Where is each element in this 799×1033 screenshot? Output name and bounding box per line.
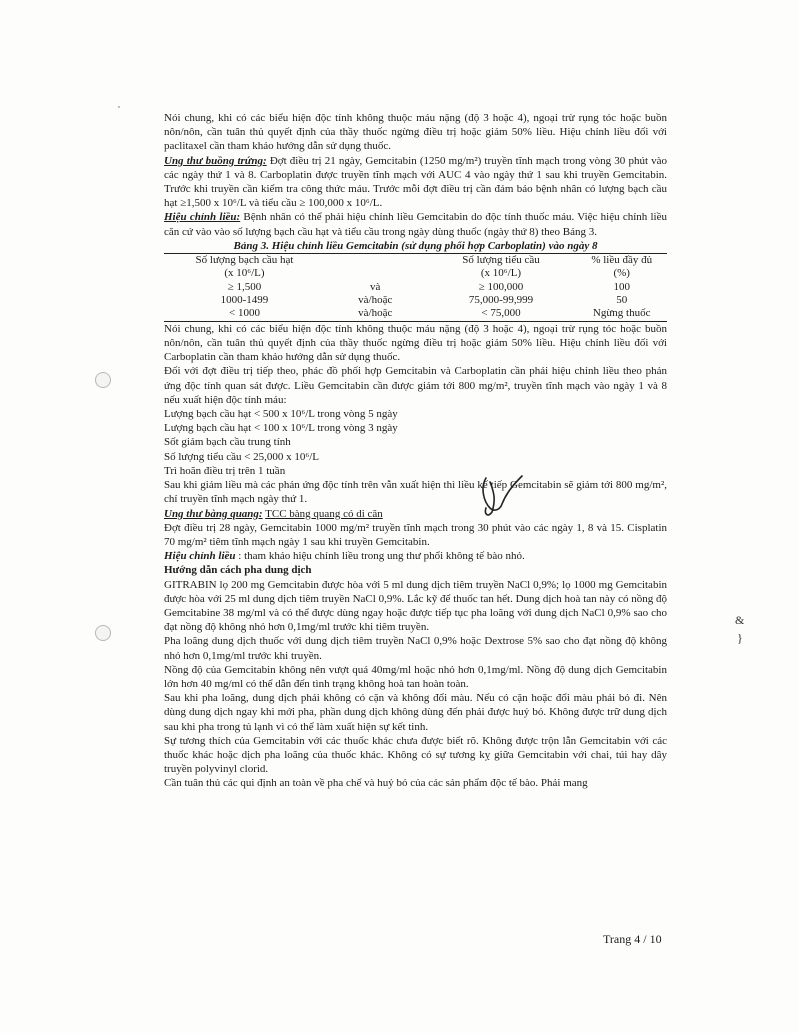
- unit-granulocytes: (x 10⁶/L): [224, 267, 265, 280]
- table-cell: 50: [616, 294, 628, 307]
- dose-adjust2-text: : tham khảo hiệu chỉnh liều trong ung thư phổi không tế bào nhỏ.: [238, 550, 525, 563]
- table-cell: ≥ 1,500: [227, 280, 262, 293]
- table-row: [164, 281, 667, 294]
- table-caption: Bảng 3. Hiệu chỉnh liều Gemcitabin (sử dụng phối hợp Carboplatin) vào ngày 8: [233, 239, 598, 252]
- criteria-item: Trì hoãn điều trị trên 1 tuần: [164, 464, 286, 477]
- ovarian-cancer-heading: Ung thư buồng trứng:: [164, 154, 267, 167]
- preparation-paragraph: Sau khi pha loãng, dung dịch phải không có cặn và không đổi màu. Nếu có cặn hoặc đổi màu phải bỏ đi. Nên dùng dung dịch ngay khi mới pha, phần dung dịch không dùng đến phải được huỷ bỏ. Không được trữ dung dịch sau khi pha trong tủ lạnh vì có thể làm xuất hiện sự kết tinh.: [164, 692, 667, 733]
- preparation-paragraph: Cần tuân thủ các qui định an toàn về pha chế và huỷ bỏ của các sản phẩm độc tế bào. Phải mang: [164, 777, 588, 790]
- table-cell: 1000-1499: [220, 294, 269, 307]
- header-platelets: Số lượng tiểu cầu: [426, 253, 577, 267]
- table-cell: 100: [613, 280, 630, 293]
- preparation-paragraph: Pha loãng dung dịch thuốc với dung dịch tiêm truyền NaCl 0,9% hoặc Dextrose 5% sao cho đạt nồng độ không nhỏ hơn 0,1mg/ml trước khi truyền.: [164, 635, 667, 662]
- bladder-cancer-text: Đợt điều trị 28 ngày, Gemcitabin 1000 mg/m² truyền tĩnh mạch trong 30 phút vào các ngày 1, 8 và 15. Cisplatin 70 mg/m² tiêm tĩnh mạch ngày 1 sau khi truyền Gemcitabin.: [164, 521, 667, 548]
- preparation-paragraph: Sự tương thích của Gemcitabin với các thuốc khác chưa được biết rõ. Không được trộn lẫn Gemcitabin với các thuốc khác hoặc dịch pha loãng của thuốc khác. Không có sự tương kỵ giữa Gemcitabin với chai, túi hay dây truyền polyvinyl clorid.: [164, 734, 667, 776]
- table-row: [164, 307, 667, 321]
- paragraph-nonhematologic-toxicity-carboplatin: Nói chung, khi có các biểu hiện độc tính không thuộc máu nặng (độ 3 hoặc 4), ngoại trừ rụng tóc hoặc buồn nôn/nôn, cần tuân thủ quyết định của thầy thuốc ngừng điều trị hoặc giảm 50% liều. Hiệu chỉnh liều đối với Carboplatin cần tham khảo hướng dẫn sử dụng thuốc.: [164, 322, 667, 364]
- punch-hole-lower: [95, 625, 111, 641]
- table-cell: ≥ 100,000: [478, 280, 524, 293]
- bladder-cancer-heading: Ung thư bàng quang:: [164, 507, 263, 520]
- criteria-item: Lượng bạch cầu hạt < 100 x 10⁶/L trong vòng 3 ngày: [164, 422, 398, 435]
- bladder-cancer-heading-line: [164, 507, 667, 521]
- table-cell: và/hoặc: [325, 307, 426, 321]
- unit-blank: [325, 267, 426, 280]
- main-text: [164, 111, 667, 791]
- dose-adjust2-heading: Hiệu chỉnh liều: [164, 550, 236, 563]
- header-blank: [325, 253, 426, 267]
- punch-hole-upper: [95, 372, 111, 388]
- dose-adjust2-section: [164, 549, 667, 563]
- paragraph-subsequent-dose: Sau khi giảm liều mà các phản ứng độc tính trên vẫn xuất hiện thì liều kế tiếp Gemcitabin sẽ giảm tới 800 mg/m², chỉ truyền tĩnh mạch ngày thứ 1.: [164, 479, 667, 506]
- preparation-paragraph: Nồng độ của Gemcitabin không nên vượt quá 40mg/ml hoặc nhỏ hơn 0,1mg/ml. Nồng độ dung dịch Gemcitabin lớn hơn 40 mg/ml có thể dẫn đến tình trạng không hoà tan hoàn toàn.: [164, 663, 667, 690]
- dose-adjust-section: [164, 210, 667, 238]
- paragraph-nonhematologic-toxicity: Nói chung, khi có các biểu hiện độc tính không thuộc máu nặng (độ 3 hoặc 4), ngoại trừ rụng tóc hoặc buồn nôn/nôn, cần tuân thủ quyết định của thầy thuốc ngừng điều trị hoặc giảm 50% liều. Hiệu chỉnh liều đối với paclitaxel cần tham khảo hướng dẫn sử dụng thuốc.: [164, 112, 667, 153]
- page-number: Trang 4 / 10: [603, 932, 662, 946]
- paragraph-next-cycle: Đối với đợt điều trị tiếp theo, phác đồ phối hợp Gemcitabin và Carboplatin cần phải hiệu chỉnh liều theo phản ứng độc tính quan sát được. Liều Gemcitabin cần được giảm tới 800 mg/m², truyền tĩnh mạch vào ngày 1 và 8 nếu xuất hiện độc tính máu:: [164, 365, 667, 406]
- table-cell: và: [370, 280, 381, 293]
- criteria-item: Lượng bạch cầu hạt < 500 x 10⁶/L trong vòng 5 ngày: [164, 408, 398, 421]
- header-full-dose: % liều đầy đủ: [576, 253, 667, 267]
- bladder-cancer-subtitle: TCC bàng quang có di căn: [265, 507, 383, 520]
- criteria-item: Sốt giảm bạch cầu trung tính: [164, 436, 291, 449]
- dose-adjust-text: Bệnh nhân có thể phải hiệu chỉnh liều Gemcitabin do độc tính thuốc máu. Việc hiệu chỉnh liều căn cứ vào vào số lượng bạch cầu hạt và tiểu cầu trong ngày dùng thuốc (ngày thứ 8) theo Bảng 3.: [164, 211, 667, 238]
- margin-mark-2: }: [737, 631, 743, 645]
- table-cell: Ngừng thuốc: [576, 307, 667, 321]
- unit-percent: (%): [613, 267, 630, 280]
- preparation-heading: Hướng dẫn cách pha dung dịch: [164, 564, 312, 577]
- preparation-paragraph: GITRABIN lọ 200 mg Gemcitabin được hòa với 5 ml dung dịch tiêm truyền NaCl 0,9%; lọ 1000 mg Gemcitabin được hòa với 25 ml dung dịch tiêm truyền NaCl 0,9%. Lắc kỹ để thuốc tan hết. Dung dịch hoà tan này có nồng độ Gemcitabine 38 mg/ml và có thể được dùng ngay hoặc được tiếp tục pha loãng với dung dịch NaCl 0,9% sao cho đạt nồng độ không nhỏ hơn 0,1mg/ml trước khi tiêm truyền.: [164, 578, 667, 634]
- table-cell: < 75,000: [426, 307, 577, 321]
- table-cell: 75,000-99,999: [468, 294, 534, 307]
- ovarian-cancer-section: [164, 154, 667, 211]
- unit-platelets: (x 10⁶/L): [480, 267, 522, 280]
- dose-adjust-heading: Hiệu chỉnh liều:: [164, 211, 241, 224]
- criteria-item: Số lượng tiểu cầu < 25,000 x 10⁶/L: [164, 450, 320, 463]
- table-row: [164, 294, 667, 307]
- ovarian-cancer-text: Đợt điều trị 21 ngày, Gemcitabin (1250 mg/m²) truyền tĩnh mạch trong vòng 30 phút vào các ngày thứ 1 và 8. Carboplatin được truyền tĩnh mạch với AUC 4 vào ngày thứ 1 sau khi truyền Gemcitabin. Trước khi truyền cần kiểm tra công thức máu. Trước mỗi đợt điều trị cần đảm bảo bệnh nhân có lượng bạch cầu hạt ≥1,500 x 10⁶/L và tiểu cầu ≥ 100,000 x 10⁶/L.: [164, 154, 668, 210]
- table-cell: và/hoặc: [358, 294, 393, 307]
- table-cell: < 1000: [164, 307, 325, 321]
- dose-adjust-table: [164, 239, 667, 322]
- header-granulocytes: Số lượng bạch cầu hạt: [164, 253, 325, 267]
- margin-mark-1: &: [735, 613, 745, 627]
- scan-speck: [118, 106, 120, 108]
